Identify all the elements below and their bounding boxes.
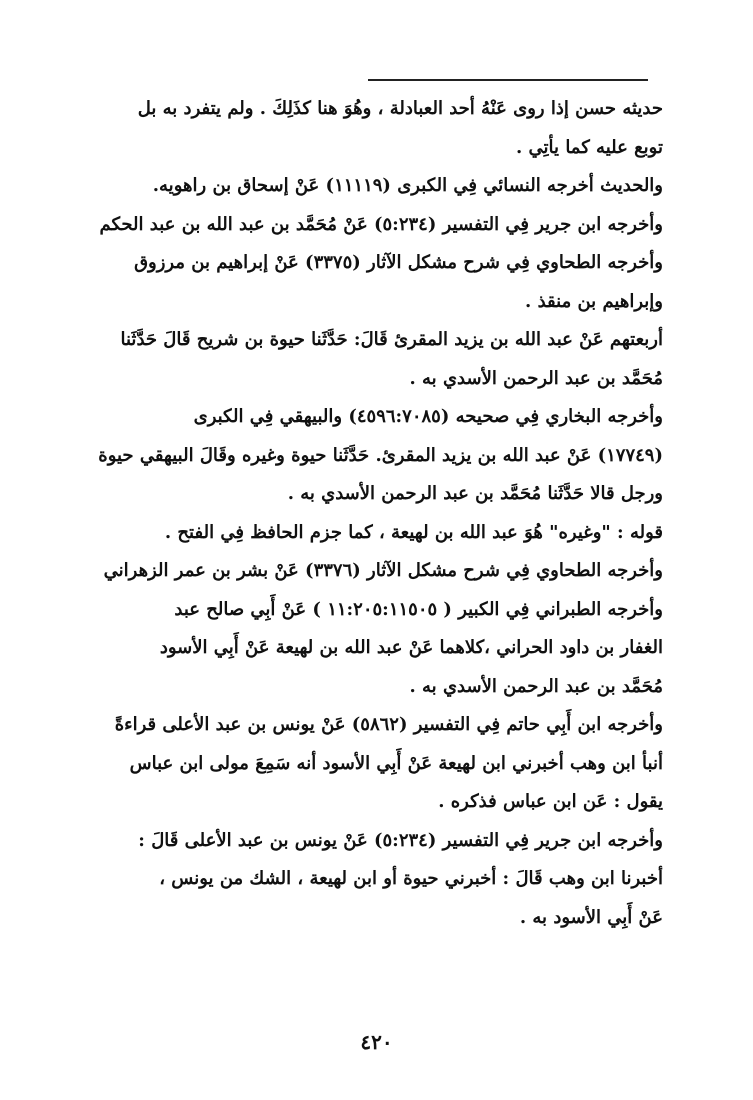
text-line: وأخرجه ابن جرير فِي التفسير (٥:٢٣٤) عَنْ يونس بن عبد الأعلى قَالَ : bbox=[138, 829, 663, 851]
text-line: (١٧٧٤٩) عَنْ عبد الله بن يزيد المقرئ. حَدَّثَنا حيوة وغيره وقَالَ البيهقي حيوة bbox=[98, 444, 663, 466]
text-line: قوله : "وغيره" هُوَ عبد الله بن لهيعة ، كما جزم الحافظ فِي الفتح . bbox=[164, 521, 663, 543]
text-line: أربعتهم عَنْ عبد الله بن يزيد المقرئ قَالَ: حَدَّثَنا حيوة بن شريح قَالَ حَدَّثَنا bbox=[120, 329, 663, 350]
text-line: وأخرجه الطحاوي فِي شرح مشكل الآثار (٣٣٧٥) عَنْ إبراهيم بن مرزوق bbox=[134, 252, 663, 273]
page-number: ٤٢٠ bbox=[360, 1030, 393, 1054]
text-line: وإبراهيم بن منقذ . bbox=[525, 290, 663, 312]
text-line: يقول : عَن ابن عباس فذكره . bbox=[438, 791, 663, 812]
text-line: الغفار بن داود الحراني ،كلاهما عَنْ عبد الله بن لهيعة عَنْ أَبِي الأسود bbox=[159, 637, 663, 658]
text-line: مُحَمَّد بن عبد الرحمن الأسدي به . bbox=[409, 675, 663, 697]
text-line: وأخرجه البخاري فِي صحيحه (٤٥٩٦:٧٠٨٥) والبيهقي فِي الكبرى bbox=[193, 406, 663, 427]
text-line: مُحَمَّد بن عبد الرحمن الأسدي به . bbox=[409, 367, 663, 389]
body-text bbox=[78, 90, 663, 937]
text-line: أخبرنا ابن وهب قَالَ : أخبرني حيوة أو ابن لهيعة ، الشك من يونس ، bbox=[159, 868, 663, 889]
text-line: عَنْ أَبِي الأسود به . bbox=[519, 906, 663, 928]
footnote-separator-rule bbox=[368, 79, 648, 81]
text-line: أنبأ ابن وهب أخبرني ابن لهيعة عَنْ أَبِي الأسود أنه سَمِعَ مولى ابن عباس bbox=[129, 752, 663, 774]
text-line: وأخرجه ابن أَبِي حاتم فِي التفسير (٥٨٦٢) عَنْ يونس بن عبد الأعلى قراءةً bbox=[114, 714, 663, 735]
text-line: وأخرجه ابن جرير فِي التفسير (٥:٢٣٤) عَنْ مُحَمَّد بن عبد الله بن عبد الحكم bbox=[99, 213, 663, 235]
text-line: ورجل قالا حَدَّثَنا مُحَمَّد بن عبد الرحمن الأسدي به . bbox=[287, 483, 663, 504]
text-line: وأخرجه الطبراني فِي الكبير ( ١١:٢٠٥:١١٥٠٥ ) عَنْ أَبِي صالح عبد bbox=[174, 598, 663, 620]
text-line: حديثه حسن إذا روى عَنْهُ أحد العبادلة ، وهُوَ هنا كذَلِكَ . ولم يتفرد به بل bbox=[137, 98, 663, 119]
text-line: وأخرجه الطحاوي فِي شرح مشكل الآثار (٣٣٧٦) عَنْ بشر بن عمر الزهراني bbox=[103, 560, 663, 581]
text-line: والحديث أخرجه النسائي فِي الكبرى (١١١١٩) عَنْ إسحاق بن راهويه. bbox=[152, 175, 663, 196]
text-line: توبع عليه كما يأتِي . bbox=[516, 136, 663, 158]
